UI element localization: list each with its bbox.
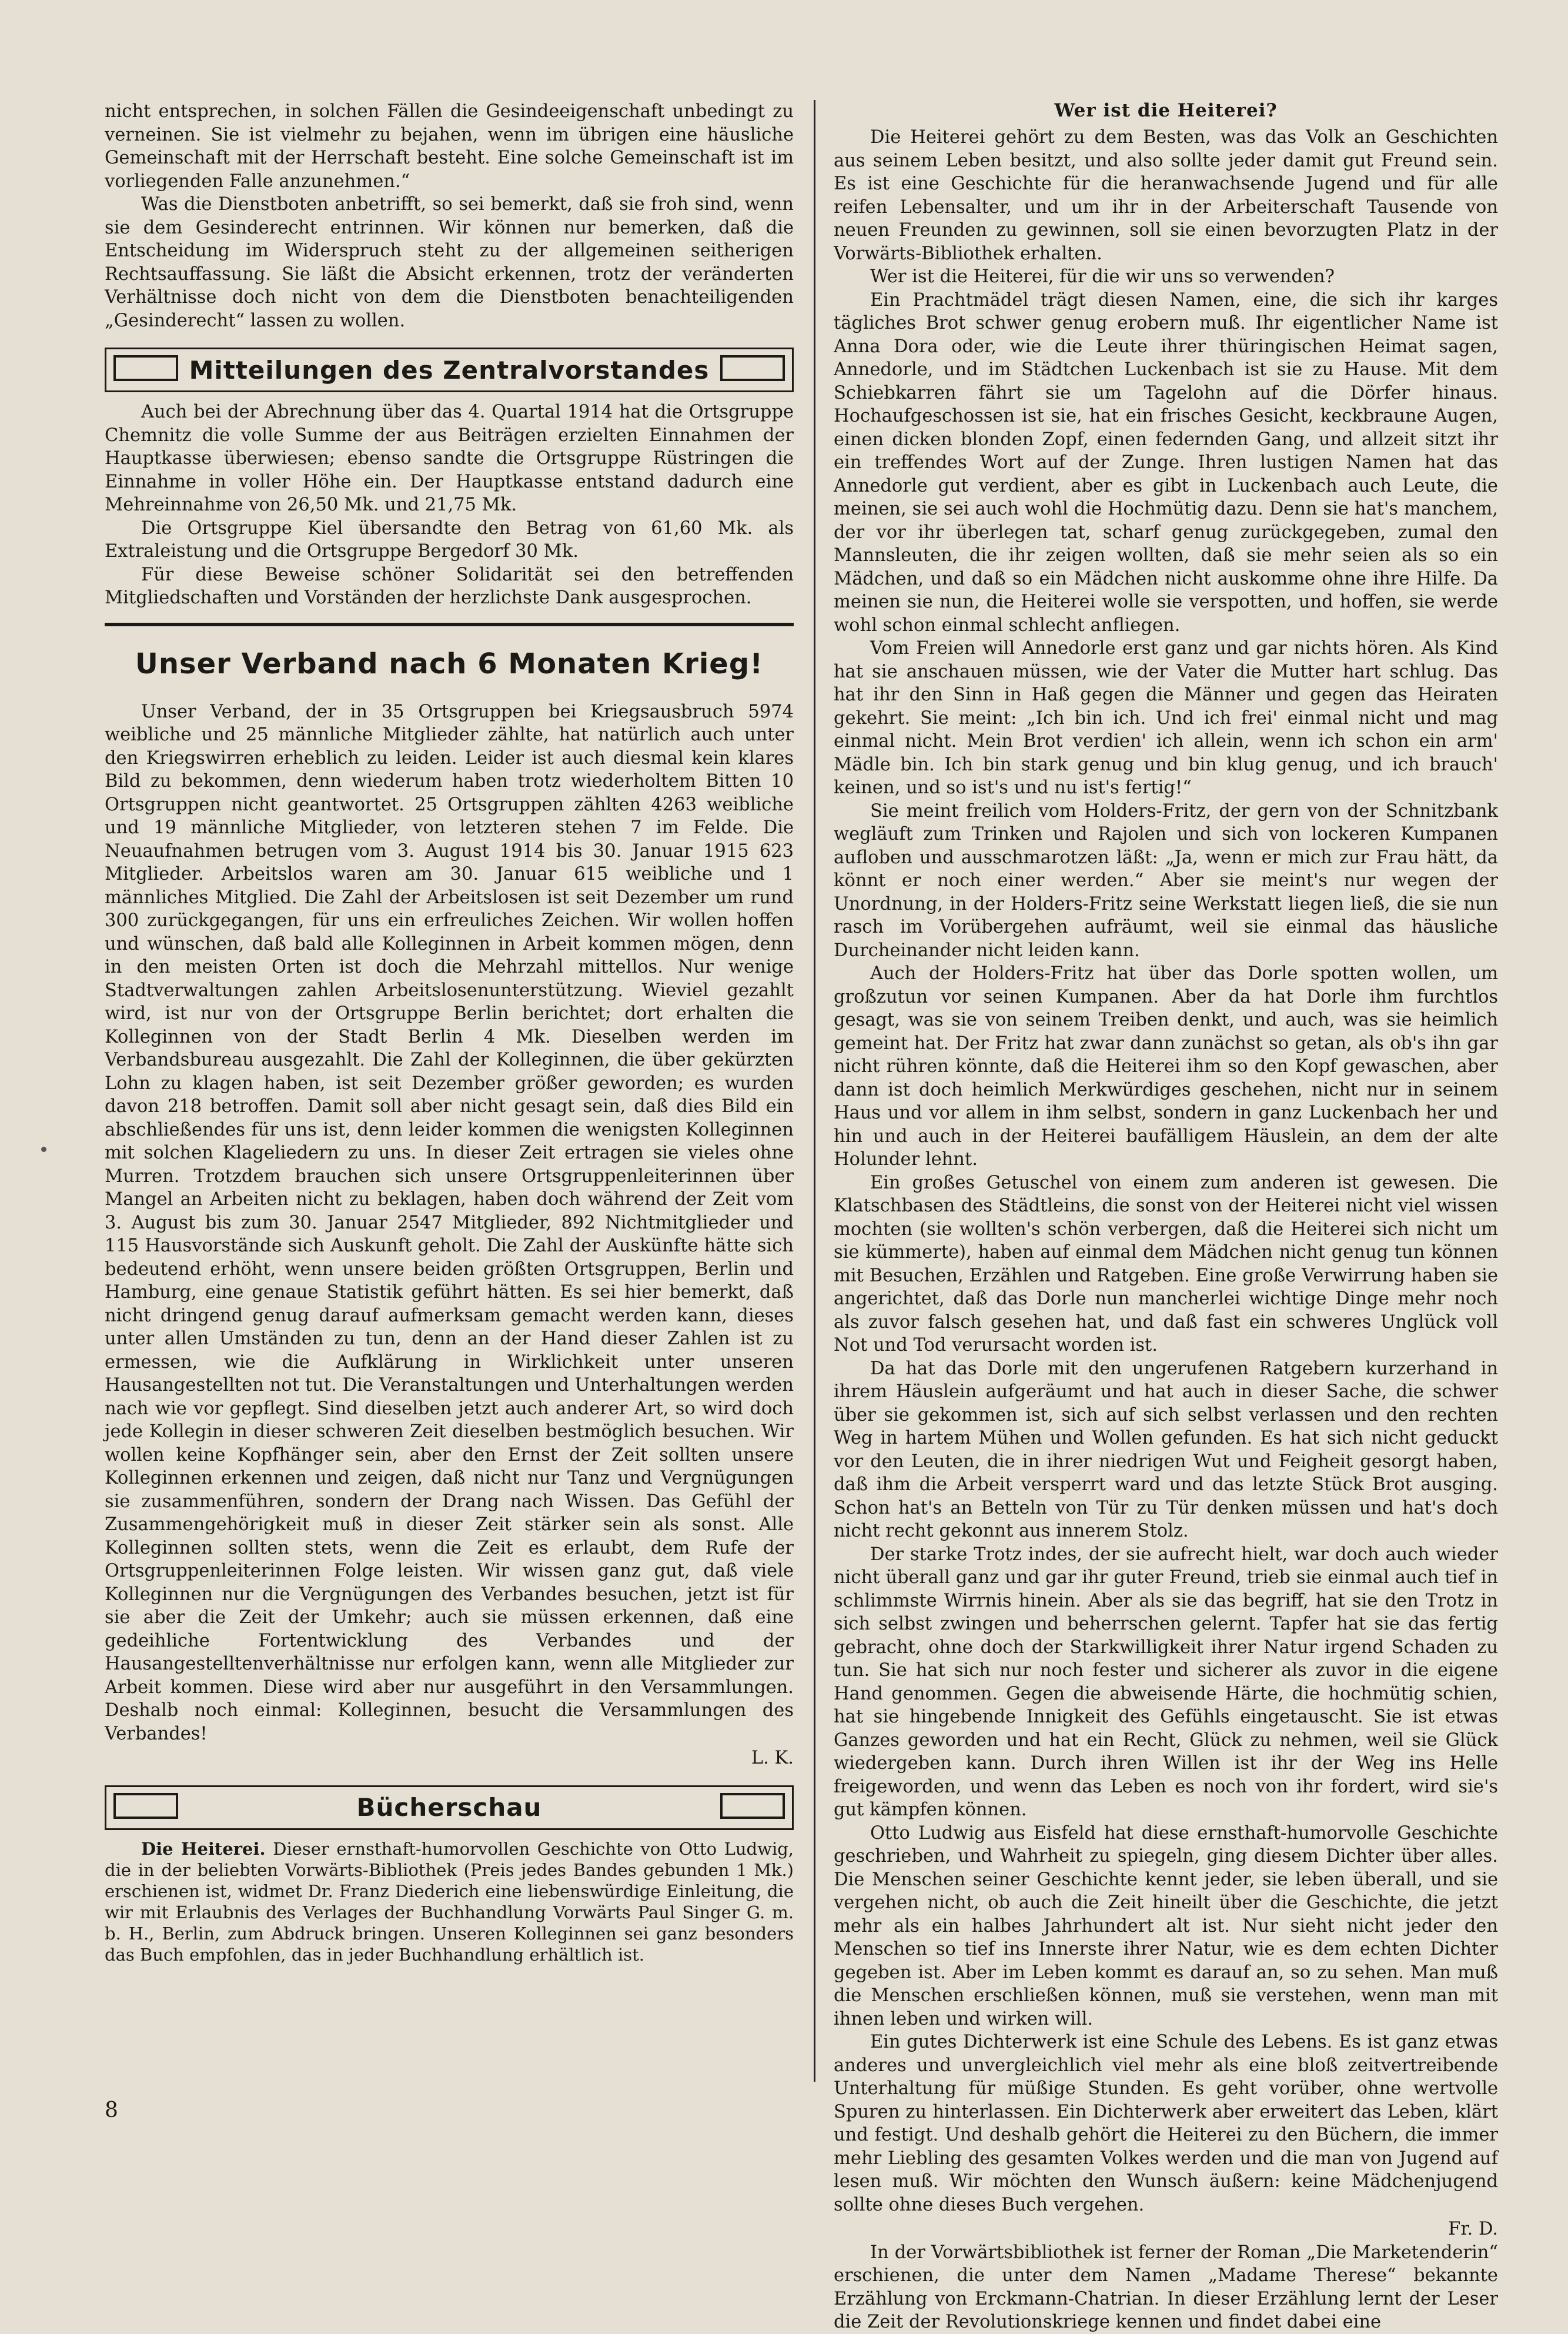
header-ornament-left (113, 355, 178, 381)
heiterei-paragraph-9: Der starke Trotz indes, der sie aufrecht hielt, war doch auch wieder nicht überall ganz und gar ihr guter Freund, trieb sie einmal auch tief in schlimmste Wirrnis hinein. Aber als sie das begriff, hat sie den Trotz in sich selbst zwingen und beherrschen gelernt. Tapfer hat sie das fertig gebracht, ohne doch der Starkwilligkeit ihrer Natur irgend Schaden zu tun. Sie hat sich nur noch fester und sicherer als zuvor in die eigene Hand genommen. Gegen die abweisende Härte, die hochmütig schien, hat sie hingebende Innigkeit des Gefühls eingetauscht. Sie ist etwas Ganzes geworden und hat ein Recht, Glück zu nehmen, weil sie Glück wiedergeben kann. Durch ihren Willen ist ihr der Weg ins Helle freigeworden, und wenn das Leben es noch von ihr fordert, wird sie's gut kämpfen können. (834, 1544, 1498, 1820)
verband-signature: L. K. (751, 1748, 794, 1768)
heiterei-paragraph-3: Ein Prachtmädel trägt diesen Namen, eine, die sich ihr karges tägliches Brot schwer genug erobern muß. Ihr eigentlicher Name ist Anna Dora oder, wie die Leute ihrer thüringischen Heimat sagen, Annedorle, und im Städtchen Luckenbach ist sie zu Hause. Mit dem Schiebkarren fährt sie um Tagelohn auf die Dörfer hinaus. Hochaufgeschossen ist sie, hat ein frisches Gesicht, keckbraune Augen, einen dicken blonden Zopf, einen federnden Gang, und allzeit sitzt ihr ein treffendes Wort auf der Zunge. Ihren lustigen Namen hat das Annedorle gut verdient, aber es gibt in Luckenbach auch Leute, die meinen, sie sei auch wohl die Hochmütig dazu. Denn sie hat's manchem, der vor ihr überlegen tat, scharf genug zurückgegeben, zumal den Mannsleuten, die ihr zeigen wollten, daß sie mehr seien als so ein Mädchen, und daß so ein Mädchen nicht auskomme ohne ihre Hilfe. Da meinen sie nun, die Heiterei wolle sie verspotten, und hoffen, sie werde wohl schon einmal schlecht anfliegen. (834, 289, 1498, 636)
buecherschau-title: Bücherschau (356, 1793, 542, 1822)
heiterei-paragraph-1: Die Heiterei gehört zu dem Besten, was das Volk an Geschichten aus seinem Leben besitzt, und also sollte jeder damit gut Freund sein. Es ist eine Geschichte für die heranwachsende Jugend und für alle reifen Lebensalter, und um ihr in der Arbeiterschaft Tausende von neuen Freunden zu gewinnen, soll sie einen bevorzugten Platz in der Vorwärts-Bibliothek erhalten. (834, 127, 1498, 264)
heiterei-paragraph-6: Auch der Holders-Fritz hat über das Dorle spotten wollen, um großzutun vor seinen Kumpanen. Aber da hat Dorle ihm furchtlos gesagt, was sie von seinem Treiben denkt, und auch, was sie heimlich gemeint hat. Der Fritz hat zwar dann zunächst so getan, als ob's ihn gar nicht rühren könnte, daß die Heiterei ihm so den Kopf gewaschen, aber dann ist doch heimlich Merkwürdiges geschehen, nicht nur in seinem Haus und vor allem in ihm selbst, sondern in ganz Luckenbach her und hin und auch in der Heiterei baufälligem Häuslein, an dem der alte Holunder lehnt. (834, 963, 1498, 1170)
buecherschau-text (105, 1838, 794, 1965)
heiterei-paragraph-8: Da hat das Dorle mit den ungerufenen Ratgebern kurzerhand in ihrem Häuslein aufgeräumt und hat auch in dieser Sache, die schwer über sie gekommen ist, sich auf sich selbst verlassen und den rechten Weg in hartem Mühen und Wollen gefunden. Es hat sich nicht geduckt vor den Leuten, die in ihrer niedrigen Wut und Feigheit gesorgt haben, daß ihm die Arbeit versperrt ward und das letzte Stück Brot ausging. Schon hat's an Betteln von Tür zu Tür denken müssen und hat's doch nicht recht gekonnt aus innerem Stolz. (834, 1358, 1498, 1541)
header-ornament-left (113, 1793, 178, 1819)
intro-paragraph-1: nicht entsprechen, in solchen Fällen die Gesindeeigenschaft unbedingt zu verneinen. Sie ist vielmehr zu bejahen, wenn im übrigen eine häusliche Gemeinschaft mit der Herrschaft besteht. Eine solche Gemeinschaft ist im vorliegenden Falle anzunehmen.“ (105, 101, 794, 192)
column-divider (814, 100, 815, 2082)
mitteilungen-paragraph-2: Die Ortsgruppe Kiel übersandte den Betrag von 61,60 Mk. als Extraleistung und die Ortsgruppe Bergedorf 30 Mk. (105, 517, 794, 562)
intro-paragraph-2: Was die Dienstboten anbetrifft, so sei bemerkt, daß sie froh sind, wenn sie dem Gesinderecht entrinnen. Wir können nur bemerken, daß die Entscheidung im Widerspruch steht zu der allgemeinen seitherigen Rechtsauffassung. Sie läßt die Absicht erkennen, trotz der veränderten Verhältnisse doch nicht von dem die Dienstboten benachteiligenden „Gesinderecht“ lassen zu wollen. (105, 194, 794, 331)
heiterei-paragraph-10: Otto Ludwig aus Eisfeld hat diese ernsthaft-humorvolle Geschichte geschrieben, und Wahrheit zu spiegeln, ging diesem Dichter über alles. Die Menschen seiner Geschichte kennt jeder, sie leben überall, und sie vergehen nicht, ob auch die Zeit hineilt über die Geschichte, die jetzt mehr als ein halbes Jahrhundert alt ist. Nur sieht nicht jeder den Menschen so tief ins Innerste ihrer Natur, wie es dem echten Dichter gegeben ist. Aber im Leben kommt es darauf an, so zu sehen. Man muß die Menschen erschließen können, muß sie verstehen, wenn man mit ihnen leben und wirken will. (834, 1822, 1498, 2029)
left-column (105, 100, 794, 1965)
buecherschau-body: Dieser ernsthaft-humorvollen Geschichte von Otto Ludwig, die in der beliebten Vorwärts-Bibliothek (Preis jedes Bandes gebunden 1 Mk.) erschienen ist, widmet Dr. Franz Diederich eine liebenswürdige Einleitung, die wir mit Erlaubnis des Verlages der Buchhandlung Vorwärts Paul Singer G. m. b. H., Berlin, zum Abdruck bringen. Unseren Kolleginnen sei ganz besonders das Buch empfohlen, das in jeder Buchhandlung erhältlich ist. (105, 1838, 794, 1965)
heiterei-title: Wer ist die Heiterei? (1054, 100, 1278, 121)
buecherschau-header (105, 1785, 794, 1830)
mitteilungen-paragraph-3: Für diese Beweise schöner Solidarität sei den betreffenden Mitgliedschaften und Vorständen der herzlichste Dank ausgesprochen. (105, 564, 794, 608)
heiterei-paragraph-7: Ein großes Getuschel von einem zum anderen ist gewesen. Die Klatschbasen des Städtleins, die sonst von der Heiterei nicht viel wissen mochten (sie wollten's schön verbergen, daß die Heiterei sich nicht um sie kümmerte), haben auf einmal dem Mädchen nicht genug tun können mit Besuchen, Erzählen und Ratgeben. Eine große Verwirrung haben sie angerichtet, daß das Dorle nun mancherlei wichtige Dinge mehr noch als zuvor falsch gesehen hat, und daß fast ein schweres Unglück voll Not und Tod verursacht worden ist. (834, 1172, 1498, 1355)
heiterei-signature: Fr. D. (1448, 2219, 1498, 2239)
heiterei-paragraph-4: Vom Freien will Annedorle erst ganz und gar nichts hören. Als Kind hat sie anschauen müssen, wie der Vater die Mutter hart schlug. Das hat ihr den Sinn in Haß gegen die Männer und gegen das Heiraten gekehrt. Sie meint: „Ich bin ich. Und ich frei' einmal nicht und mag einmal nicht. Mein Brot verdien' ich allein, wenn ich schon ein arm' Mädle bin. Ich bin stark genug und bin klug genug, und ich brauch' keinen, und so ist's und nu ist's fertig!“ (834, 638, 1498, 798)
mitteilungen-title: Mitteilungen des Zentralvorstandes (189, 355, 710, 385)
heiterei-paragraph-11: Ein gutes Dichterwerk ist eine Schule des Lebens. Es ist ganz etwas anderes und unvergleichlich viel mehr als eine bloß zeitvertreibende Unterhaltung für müßige Stunden. Es geht vorüber, ohne wertvolle Spuren zu hinterlassen. Ein Dichterwerk aber erweitert das Leben, klärt und festigt. Und deshalb gehört die Heiterei zu den Büchern, die immer mehr Liebling des gesamten Volkes werden und die man von Jugend auf lesen muß. Wir möchten den Wunsch äußern: keine Mädchenjugend sollte ohne dieses Buch vergehen. (834, 2032, 1498, 2215)
mitteilungen-header (105, 348, 794, 392)
verband-paragraph: Unser Verband, der in 35 Ortsgruppen bei Kriegsausbruch 5974 weibliche und 25 männliche Mitglieder zählte, hat natürlich auch unter den Kriegswirren erheblich zu leiden. Leider ist auch diesmal kein klares Bild zu bekommen, denn wiederum haben trotz wiederholtem Bitten 10 Ortsgruppen nicht geantwortet. 25 Ortsgruppen zählten 4263 weibliche und 19 männliche Mitglieder, von letzteren stehen 7 im Felde. Die Neuaufnahmen betrugen vom 3. August 1914 bis 30. Januar 1915 623 Mitglieder. Arbeitslos waren am 30. Januar 615 weibliche und 1 männliches Mitglied. Die Zahl der Arbeitslosen ist seit Dezember um rund 300 zurückgegangen, für uns ein erfreuliches Zeichen. Wir wollen hoffen und wünschen, daß bald alle Kolleginnen in Arbeit kommen mögen, denn in den meisten Orten ist doch die Mehrzahl mittellos. Nur wenige Stadtverwaltungen zahlen Arbeitslosenunterstützung. Wieviel gezahlt wird, ist nur von der Ortsgruppe Berlin berichtet; dort erhalten die Kolleginnen von der Stadt Berlin 4 Mk. Dieselben werden im Verbandsbureau ausgezahlt. Die Zahl der Kolleginnen, die über gekürzten Lohn zu klagen haben, ist seit Dezember größer geworden; es wurden davon 218 betroffen. Damit soll aber nicht gesagt sein, daß dies Bild ein abschließendes für uns ist, denn leider kommen die wenigsten Kolleginnen mit solchen Klageliedern zu uns. In dieser Zeit ertragen sie vieles ohne Murren. Trotzdem brauchen sich unsere Ortsgruppenleiterinnen über Mangel an Arbeiten nicht zu beklagen, haben doch während der Zeit vom 3. August bis zum 30. Januar 2547 Mitglieder, 892 Nichtmitglieder und 115 Hausvorstände sich Auskunft geholt. Die Zahl der Auskünfte hätte sich bedeutend erhöht, wenn unsere beiden größten Ortsgruppen, Berlin und Hamburg, eine genaue Statistik geführt hätten. Es sei hier bemerkt, daß nicht dringend genug darauf aufmerksam gemacht werden kann, dieses unter allen Umständen zu tun, denn an der Hand dieser Zahlen ist zu ermessen, wie die Aufklärung in Wirklichkeit unter unseren Hausangestellten not tut. Die Veranstaltungen und Unterhaltungen werden nach wie vor gepflegt. Sind dieselben jetzt auch anderer Art, so wird doch jede Kollegin in dieser schweren Zeit dieselben bestmöglich besuchen. Wir wollen keine Kopfhänger sein, aber den Ernst der Zeit sollten unsere Kolleginnen erkennen und zeigen, daß nicht nur Tanz und Vergnügungen sie zusammenführen, sondern der Drang nach Wissen. Das Gefühl der Zusammengehörigkeit muß in dieser Zeit stärker sein als sonst. Alle Kolleginnen sollten stets, wenn die Zeit es erlaubt, dem Rufe der Ortsgruppenleiterinnen Folge leisten. Wir wissen ganz gut, daß viele Kolleginnen nur die Vergnügungen des Verbandes besuchen, jetzt ist für sie aber die Zeit der Umkehr; auch sie müssen erkennen, daß eine gedeihliche Fortentwicklung des Verbandes und der Hausangestelltenverhältnisse nur erfolgen kann, wenn alle Mitglieder zur Arbeit kommen. Diese wird aber nur ausgeführt in den Versammlungen. Deshalb noch einmal: Kolleginnen, besucht die Versammlungen des Verbandes! (105, 701, 794, 1744)
header-ornament-right (720, 1793, 785, 1819)
heiterei-paragraph-2: Wer ist die Heiterei, für die wir uns so verwenden? (870, 266, 1335, 287)
mitteilungen-paragraph-1: Auch bei der Abrechnung über das 4. Quartal 1914 hat die Ortsgruppe Chemnitz die volle Summe der aus Beiträgen erzielten Einnahmen der Hauptkasse überwiesen; ebenso sandte die Ortsgruppe Rüstringen die Einnahme in voller Höhe ein. Der Hauptkasse entstand dadurch eine Mehreinnahme von 26,50 Mk. und 21,75 Mk. (105, 402, 794, 515)
verband-title: Unser Verband nach 6 Monaten Krieg! (135, 647, 764, 680)
right-column (834, 100, 1498, 2334)
page-number: 8 (105, 2098, 118, 2122)
heiterei-paragraph-5: Sie meint freilich vom Holders-Fritz, der gern von der Schnitzbank wegläuft zum Trinken und Rajolen und sich von lockeren Kumpanen aufloben und ausschmarotzen läßt: „Ja, wenn er mich zur Frau hätt, da könnt er noch einer werden.“ Aber sie meint's nur wegen der Unordnung, in der Holders-Fritz seine Werkstatt liegen ließ, die sie nun rasch im Vorübergehen aufräumt, weil sie einmal das häusliche Durcheinander nicht leiden kann. (834, 800, 1498, 961)
section-rule (105, 623, 794, 626)
ink-spot (41, 1147, 46, 1152)
buecherschau-lead: Die Heiterei. (141, 1838, 266, 1859)
header-ornament-right (720, 355, 785, 381)
heiterei-paragraph-12: In der Vorwärtsbibliothek ist ferner der Roman „Die Marketenderin“ erschienen, die unter dem Namen „Madame Therese“ bekannte Erzählung von Erckmann-Chatrian. In dieser Erzählung lernt der Leser die Zeit der Revolutionskriege kennen und findet dabei eine (834, 2242, 1498, 2332)
